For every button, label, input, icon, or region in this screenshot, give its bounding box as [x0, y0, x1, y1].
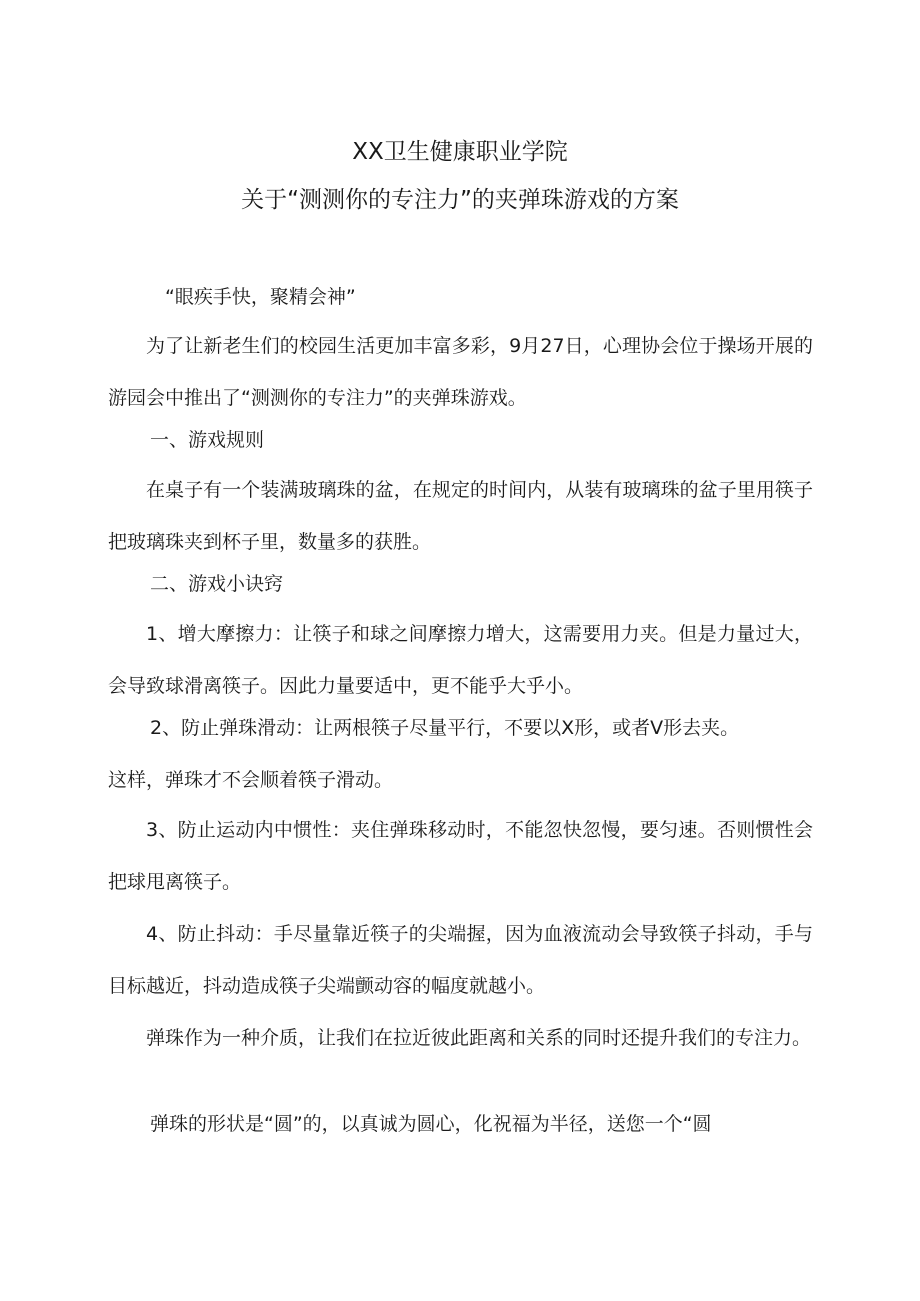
- section-heading-rules: 一、游戏规则: [150, 429, 265, 451]
- document-title-subject: 关于“测测你的专注力”的夹弹珠游戏的方案: [241, 187, 679, 213]
- closing-paragraph-2: 弹珠的形状是“圆”的，以真诚为圆心，化祝福为半径，送您一个“圆: [150, 1113, 712, 1135]
- tip-sliding-line1: 2、防止弹珠滑动：让两根筷子尽量平行，不要以X形，或者V形去夹。: [150, 717, 740, 739]
- section-heading-tips: 二、游戏小诀窍: [150, 573, 284, 595]
- tip-inertia: 3、防止运动内中惯性：夹住弹珠移动时，不能忽快忽慢，要匀速。否则惯性会把球甩离筷子。: [108, 819, 813, 893]
- document-title-school: XX卫生健康职业学院: [352, 139, 568, 165]
- tip-sliding-line2: 这样，弹珠才不会顺着筷子滑动。: [108, 769, 394, 791]
- tip-shaking: 4、防止抖动：手尽量靠近筷子的尖端握，因为血液流动会导致筷子抖动，手与目标越近，抖动造成筷子尖端颤动容的幅度就越小。: [108, 923, 813, 997]
- closing-paragraph: 弹珠作为一种介质，让我们在拉近彼此距离和关系的同时还提升我们的专注力。: [146, 1027, 812, 1049]
- tip-friction: 1、增大摩擦力：让筷子和球之间摩擦力增大，这需要用力夹。但是力量过大，会导致球滑离筷子。因此力量要适中，更不能乎大乎小。: [108, 623, 813, 697]
- slogan: “眼疾手快，聚精会神”: [165, 286, 356, 308]
- intro-paragraph: 为了让新老生们的校园生活更加丰富多彩，9月27日，心理协会位于操场开展的游园会中推出了“测测你的专注力”的夹弹珠游戏。: [108, 335, 813, 409]
- rules-paragraph: 在桌子有一个装满玻璃珠的盆，在规定的时间内，从装有玻璃珠的盆子里用筷子把玻璃珠夹到杯子里，数量多的获胜。: [108, 479, 813, 553]
